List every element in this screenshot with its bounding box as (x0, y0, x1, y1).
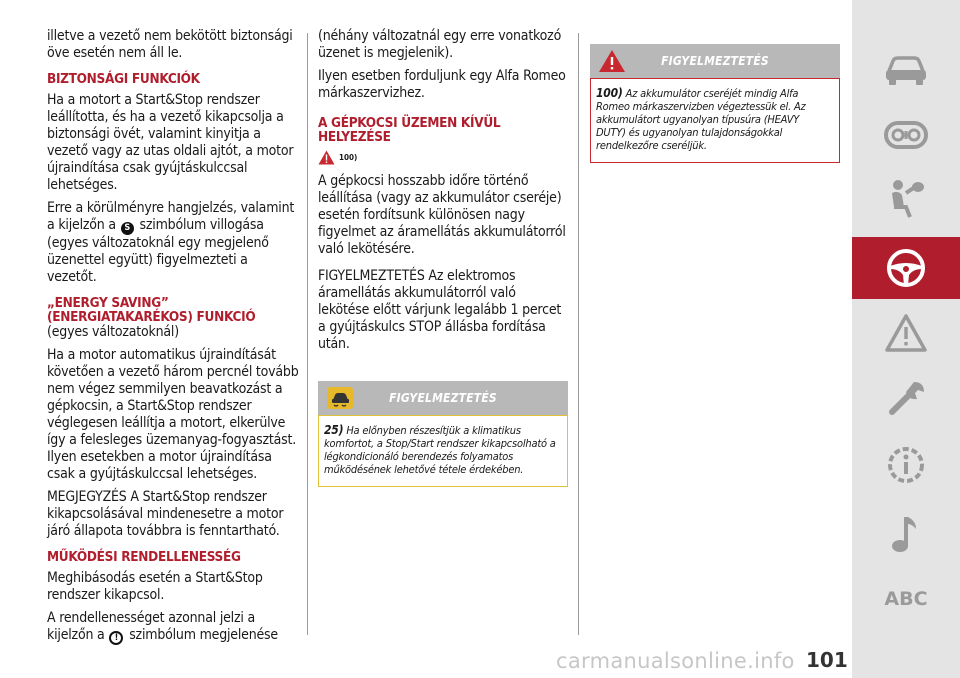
warning-text: Ha előnyben részesítjük a klimatikus komfortot, a Stop/Start rendszer kikapcsolható a légkondicionáló berendezés folyamatos működésének lehetővé tétele érdekében. (324, 424, 556, 476)
warning-box-header (318, 381, 568, 415)
sidebar-item-warnings[interactable] (852, 302, 960, 364)
warning-number: 100) (596, 86, 623, 100)
warning-box-body (590, 78, 840, 163)
index-label: ABC (884, 588, 928, 610)
fault-symbol-icon: ! (109, 631, 123, 645)
warning-number: 25) (324, 423, 344, 437)
column-divider (578, 33, 579, 635)
chapter-sidebar (852, 0, 960, 678)
heading-energy-saving-1: „ENERGY SAVING” (47, 295, 169, 311)
page-number: 101 (806, 648, 848, 672)
sidebar-item-safety[interactable] (852, 168, 960, 230)
paragraph: Ha a motort a Start&Stop rendszer leállította, és ha a vezető kikapcsolja a biztonsági övét, valamint kinyitja a vezető vagy az utas oldali ajtót, a motor újraindítása csak gyújtáskulccsal lehetséges. (47, 92, 294, 193)
reference-number: 100) (339, 153, 358, 162)
info-icon (884, 443, 928, 487)
column-divider (307, 33, 308, 635)
paragraph: A gépkocsi hosszabb időre történő leállítása (vagy az akkumulátor cseréje) esetén fordítsunk különösen nagy figyelmet az áramellátás akkumulátorról való lekötésére. (318, 173, 566, 257)
warning-box-text (324, 424, 559, 476)
paragraph: Ha a motor automatikus újraindítását követően a vezető három percnél tovább nem végez semmilyen beavatkozást a gépkocsin, a Start&Stop rendszer véglegesen leállítja a motort, elkerülve így a felesleges üzemanyag-fogyasztást. Ilyen esetekben a motor újraindítása csak a gyújtáskulccsal lehetséges. (47, 347, 299, 482)
heading-energy-saving-2: (ENERGIATAKARÉKOS) FUNKCIÓ (47, 309, 256, 325)
paragraph: illetve a vezető nem bekötött biztonsági öve esetén nem áll le. (47, 28, 293, 61)
text-fragment: Erre a körülményre hangjelzés, valamint a kijelzőn a (47, 200, 295, 233)
start-stop-symbol-icon: S (121, 222, 134, 235)
column-1 (47, 28, 299, 651)
warning-box-text (596, 87, 831, 152)
column-3 (590, 44, 840, 163)
wrench-icon (884, 378, 928, 422)
watermark: carmanualsonline.info (556, 649, 795, 673)
warning-box-body (318, 415, 568, 487)
steering-wheel-icon (885, 247, 927, 289)
paragraph (47, 200, 299, 286)
paragraph: Meghibásodás esetén a Start&Stop rendszer kikapcsol. (47, 570, 263, 603)
sidebar-item-index[interactable] (852, 568, 960, 630)
warning-reference (318, 150, 568, 165)
dashboard-icon (883, 120, 929, 150)
sidebar-item-driving[interactable] (852, 237, 960, 299)
warning-box-title: FIGYELMEZTETÉS (661, 54, 769, 68)
heading-malfunction: MŰKÖDÉSI RENDELLENESSÉG (47, 549, 241, 565)
warning-box-yellow (318, 381, 568, 487)
car-icon (883, 55, 929, 87)
text-fragment: szimbólum megjelenése (129, 627, 278, 643)
heading-vehicle-out-of-service: A GÉPKOCSI ÜZEMEN KÍVÜL HELYEZÉSE (318, 115, 501, 145)
sidebar-item-multimedia[interactable] (852, 503, 960, 565)
warning-box-header (590, 44, 840, 78)
text-fragment: szimbólum villogása (egyes változatoknál egy megjelenő üzenettel együtt) figyelmezteti a vezetőt. (47, 217, 269, 285)
seat-safety-icon (884, 177, 928, 221)
paragraph: (néhány változatnál egy erre vonatkozó üzenet is megjelenik). (318, 28, 562, 61)
paragraph (47, 610, 299, 645)
column-2 (318, 28, 568, 487)
sidebar-item-vehicle[interactable] (852, 40, 960, 102)
paragraph: Ilyen esetben forduljunk egy Alfa Romeo márkaszervizhez. (318, 68, 566, 101)
music-note-icon (886, 513, 926, 555)
warning-box-title: FIGYELMEZTETÉS (389, 391, 497, 405)
warning-box-red (590, 44, 840, 163)
paragraph: FIGYELMEZTETÉS Az elektromos áramellátás akkumulátorról való lekötése előtt várjunk legalább 1 percet a gyújtáskulcs STOP állásba fordítása után. (318, 268, 562, 352)
text-fragment: A rendellenességet azonnal jelzi a kijelzőn a (47, 610, 256, 643)
heading-subtitle: (egyes változatoknál) (47, 324, 179, 340)
sidebar-item-dashboard[interactable] (852, 104, 960, 166)
warning-icon (884, 313, 928, 353)
warning-triangle-icon (318, 150, 335, 165)
heading-safety-functions: BIZTONSÁGI FUNKCIÓK (47, 71, 200, 87)
warning-text: Az akkumulátor cseréjét mindig Alfa Romeo márkaszervizben végeztessük el. Az akkumulátort ugyanolyan típusúra (HEAVY DUTY) és ugyanolyan tulajdonságokkal rendelkezőre cseréljük. (596, 87, 806, 152)
paragraph: MEGJEGYZÉS A Start&Stop rendszer kikapcsolásával mindenesetre a motor járó állapota továbbra is fenntartható. (47, 489, 284, 539)
sidebar-item-maintenance[interactable] (852, 369, 960, 431)
sidebar-item-technical-data[interactable] (852, 434, 960, 496)
